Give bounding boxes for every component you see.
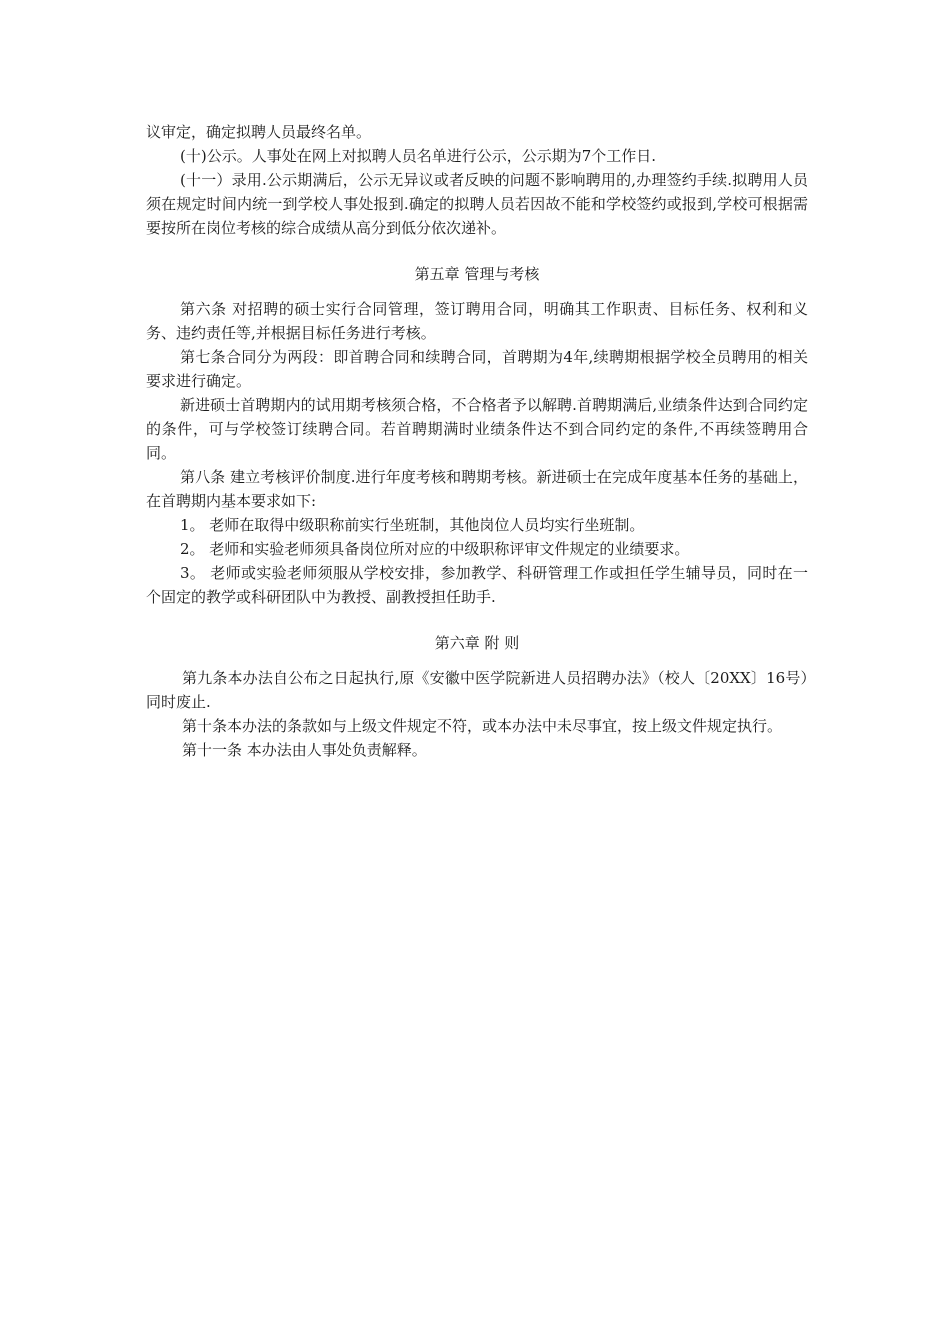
requirement-1: 1。 老师在取得中级职称前实行坐班制，其他岗位人员均实行坐班制。 xyxy=(180,516,645,534)
article-7: 第七条合同分为两段：即首聘合同和续聘合同，首聘期为4年,续聘期根据学校全员聘用的相关要求进行确定。 xyxy=(146,348,808,390)
spacer xyxy=(146,286,808,297)
article-10: 第十条本办法的条款如与上级文件规定不符，或本办法中未尽事宜，按上级文件规定执行。 xyxy=(182,717,783,735)
article-8: 第八条 建立考核评价制度.进行年度考核和聘期考核。新进硕士在完成年度基本任务的基础上，在首聘期内基本要求如下: xyxy=(146,468,808,510)
chapter6-title: 第六章 附 则 xyxy=(434,634,520,652)
spacer xyxy=(146,655,808,666)
probation-paragraph: 新进硕士首聘期内的试用期考核须合格，不合格者予以解聘.首聘期满后,业绩条件达到合同约定的条件，可与学校签订续聘合同。若首聘期满时业绩条件达不到合同约定的条件,不再续签聘用合同。 xyxy=(146,396,808,462)
article-9: 第九条本办法自公布之日起执行,原《安徽中医学院新进人员招聘办法》（校人〔20XX〕16号）同时废止. xyxy=(146,669,808,711)
requirement-3: 3。 老师或实验老师须服从学校安排，参加教学、科研管理工作或担任学生辅导员，同时在一个固定的教学或科研团队中为教授、副教授担任助手. xyxy=(146,564,808,606)
chapter5-title: 第五章 管理与考核 xyxy=(414,265,540,283)
paragraph-employment: (十一）录用.公示期满后，公示无异议或者反映的问题不影响聘用的,办理签约手续.拟聘用人员须在规定时间内统一到学校人事处报到.确定的拟聘人员若因故不能和学校签约或报到,学校可根据需要按所在岗位考核的综合成绩从高分到低分依次递补。 xyxy=(146,171,808,237)
requirement-2: 2。 老师和实验老师须具备岗位所对应的中级职称评审文件规定的业绩要求。 xyxy=(180,540,690,558)
paragraph-final-list: 议审定，确定拟聘人员最终名单。 xyxy=(146,123,372,141)
spacer xyxy=(146,609,808,631)
spacer xyxy=(146,240,808,262)
document-page xyxy=(146,120,808,762)
paragraph-public-notice: (十)公示。人事处在网上对拟聘人员名单进行公示，公示期为7个工作日. xyxy=(180,147,657,165)
article-6: 第六条 对招聘的硕士实行合同管理，签订聘用合同，明确其工作职责、目标任务、权利和义务、违约责任等,并根据目标任务进行考核。 xyxy=(146,300,808,342)
article-11: 第十一条 本办法由人事处负责解释。 xyxy=(182,741,427,759)
